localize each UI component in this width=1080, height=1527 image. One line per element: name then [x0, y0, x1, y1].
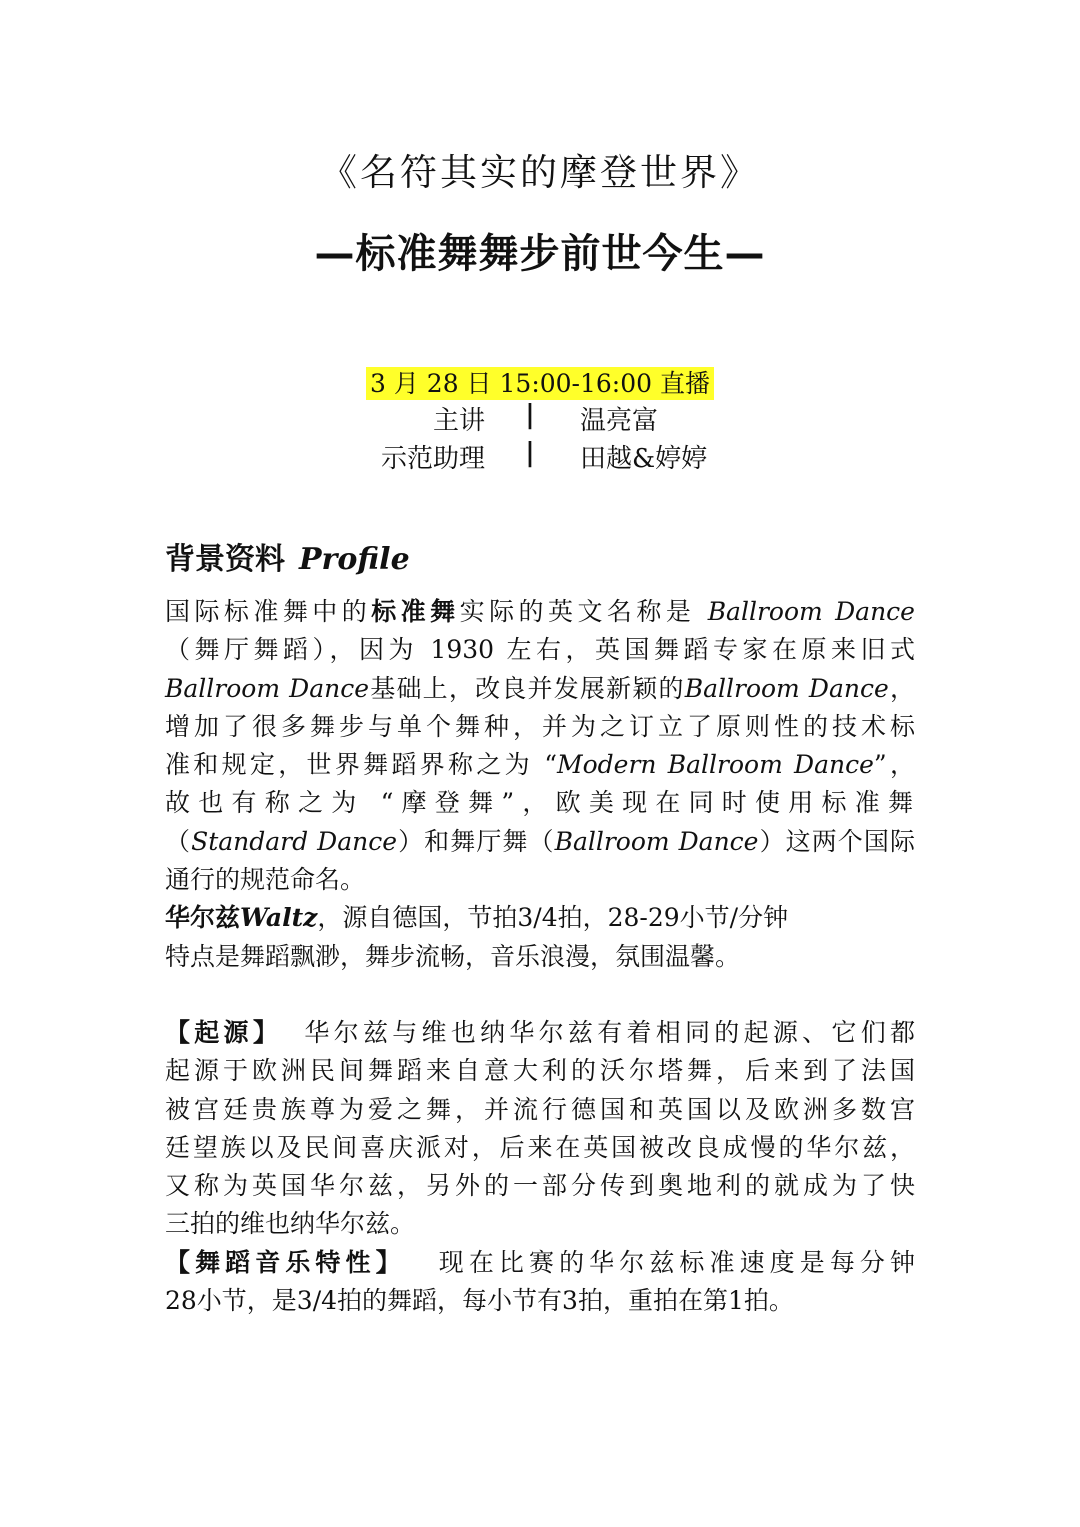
text-line: 又称为英国华尔兹，另外的一部分传到奥地利的就成为了快	[165, 1171, 915, 1201]
section-heading	[165, 534, 410, 578]
text-line: 廷望族以及民间喜庆派对，后来在英国被改良成慢的华尔兹，	[165, 1132, 915, 1162]
credit-separator: |	[525, 400, 535, 430]
text-line: 三拍的维也纳华尔兹。	[165, 1209, 416, 1239]
live-time-text: 3 月 28 日 15:00-16:00 直播	[366, 367, 714, 400]
text-line: 准和规定，世界舞蹈界称之为 “Modern Ballroom Dance”，	[165, 750, 915, 780]
text-line: （Standard Dance）和舞厅舞（Ballroom Dance）这两个国际	[165, 826, 915, 856]
text-line: 起源于欧洲民间舞蹈来自意大利的沃尔塔舞，后来到了法国	[165, 1056, 915, 1086]
credit-label: 示范助理	[380, 444, 485, 474]
text-line: 【起源】 华尔兹与维也纳华尔兹有着相同的起源、它们都	[165, 1018, 915, 1047]
credit-row-speaker	[0, 400, 1080, 436]
music-tag: 【舞蹈音乐特性】	[165, 1248, 406, 1277]
section-heading-cn: 背景资料	[165, 542, 285, 577]
music-paragraph	[165, 1244, 915, 1321]
credit-label: 主讲	[432, 406, 485, 436]
text-line: 故也有称之为 “摩登舞”，欧美现在同时使用标准舞	[165, 788, 915, 818]
text-line: 国际标准舞中的标准舞实际的英文名称是 Ballroom Dance	[165, 597, 915, 626]
bold-term: 标准舞	[371, 597, 460, 626]
text-line: 被宫廷贵族尊为爱之舞，并流行德国和英国以及欧洲多数宫	[165, 1094, 915, 1124]
live-time-highlight	[0, 364, 1080, 400]
credit-value: 温亮富	[580, 406, 659, 436]
credit-value: 田越&婷婷	[580, 444, 708, 474]
text-line: 28小节，是3/4拍的舞蹈，每小节有3拍，重拍在第1拍。	[165, 1286, 794, 1316]
text-line: 华尔兹Waltz，源自德国，节拍3/4拍，28-29小节/分钟	[165, 903, 789, 933]
text-line: 特点是舞蹈飘渺，舞步流畅，音乐浪漫，氛围温馨。	[165, 941, 741, 971]
text-line: 增加了很多舞步与单个舞种，并为之订立了原则性的技术标	[165, 711, 915, 741]
text-line: Ballroom Dance基础上，改良并发展新颖的Ballroom Dance，	[165, 673, 915, 703]
origin-tag: 【起源】	[165, 1018, 283, 1047]
text-line: （舞厅舞蹈），因为 1930 左右，英国舞蹈专家在原来旧式	[165, 635, 915, 665]
text-line: 通行的规范命名。	[165, 865, 366, 895]
origin-paragraph	[165, 1014, 915, 1244]
credit-row-assistant	[0, 438, 1080, 474]
text-line: 【舞蹈音乐特性】 现在比赛的华尔兹标准速度是每分钟	[165, 1248, 915, 1277]
section-heading-en: Profile	[299, 542, 410, 577]
page-subtitle: —标准舞舞步前世今生—	[314, 231, 766, 277]
page-title: 《名符其实的摩登世界》	[320, 151, 760, 194]
profile-paragraph	[165, 593, 915, 976]
credit-separator: |	[525, 438, 535, 468]
